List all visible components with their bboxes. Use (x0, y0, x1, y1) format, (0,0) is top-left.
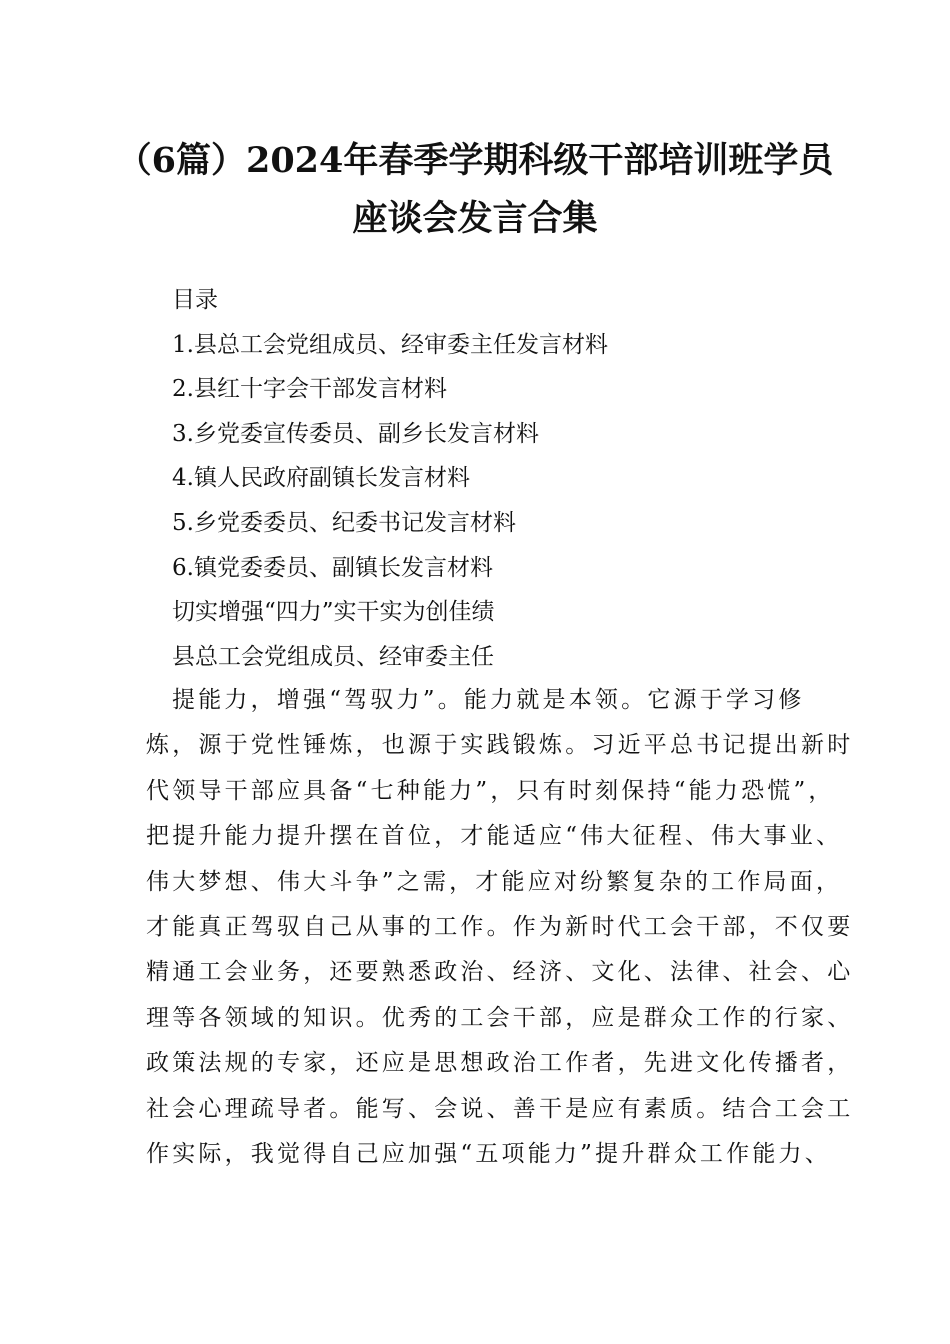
body-line: 社会心理疏导者。能写、会说、善干是应有素质。结合工会工 (146, 1095, 854, 1122)
table-of-contents (172, 278, 608, 679)
body-line: 精通工会业务，还要熟悉政治、经济、文化、法律、社会、心 (146, 959, 854, 986)
title-line-2: 座谈会发言合集 (352, 198, 598, 239)
section-title: 切实增强“四力”实干实为创佳绩 (172, 599, 495, 626)
toc-item: 4.镇人民政府副镇长发言材料 (172, 465, 470, 492)
body-line: 理等各领域的知识。优秀的工会干部，应是群众工作的行家、 (146, 1004, 854, 1031)
section-author: 县总工会党组成员、经审委主任 (172, 643, 494, 670)
body-line: 提能力，增强“驾驭力”。能力就是本领。它源于学习修 (172, 687, 805, 713)
body-line: 才能真正驾驭自己从事的工作。作为新时代工会干部，不仅要 (146, 914, 854, 941)
body-line: 代领导干部应具备“七种能力”，只有时刻保持“能力恐慌”， (146, 777, 835, 804)
body-line: 政策法规的专家，还应是思想政治工作者，先进文化传播者， (146, 1050, 854, 1077)
toc-item: 2.县红十字会干部发言材料 (172, 376, 447, 403)
toc-item: 6.镇党委委员、副镇长发言材料 (172, 554, 493, 581)
document-title (100, 132, 850, 248)
toc-heading: 目录 (172, 287, 218, 313)
body-line: 伟大梦想、伟大斗争”之需，才能应对纷繁复杂的工作局面， (146, 868, 843, 895)
body-paragraph (146, 678, 854, 1177)
toc-item: 1.县总工会党组成员、经审委主任发言材料 (172, 331, 608, 358)
body-line: 炼，源于党性锤炼，也源于实践锻炼。习近平总书记提出新时 (146, 732, 854, 759)
toc-item: 3.乡党委宣传委员、副乡长发言材料 (172, 420, 539, 447)
toc-item: 5.乡党委委员、纪委书记发言材料 (172, 509, 516, 536)
body-line: 把提升能力提升摆在首位，才能适应“伟大征程、伟大事业、 (146, 823, 843, 850)
title-line-1: （6篇）2024年春季学期科级干部培训班学员 (116, 140, 834, 181)
body-line: 作实际，我觉得自己应加强“五项能力”提升群众工作能力、 (146, 1141, 831, 1168)
